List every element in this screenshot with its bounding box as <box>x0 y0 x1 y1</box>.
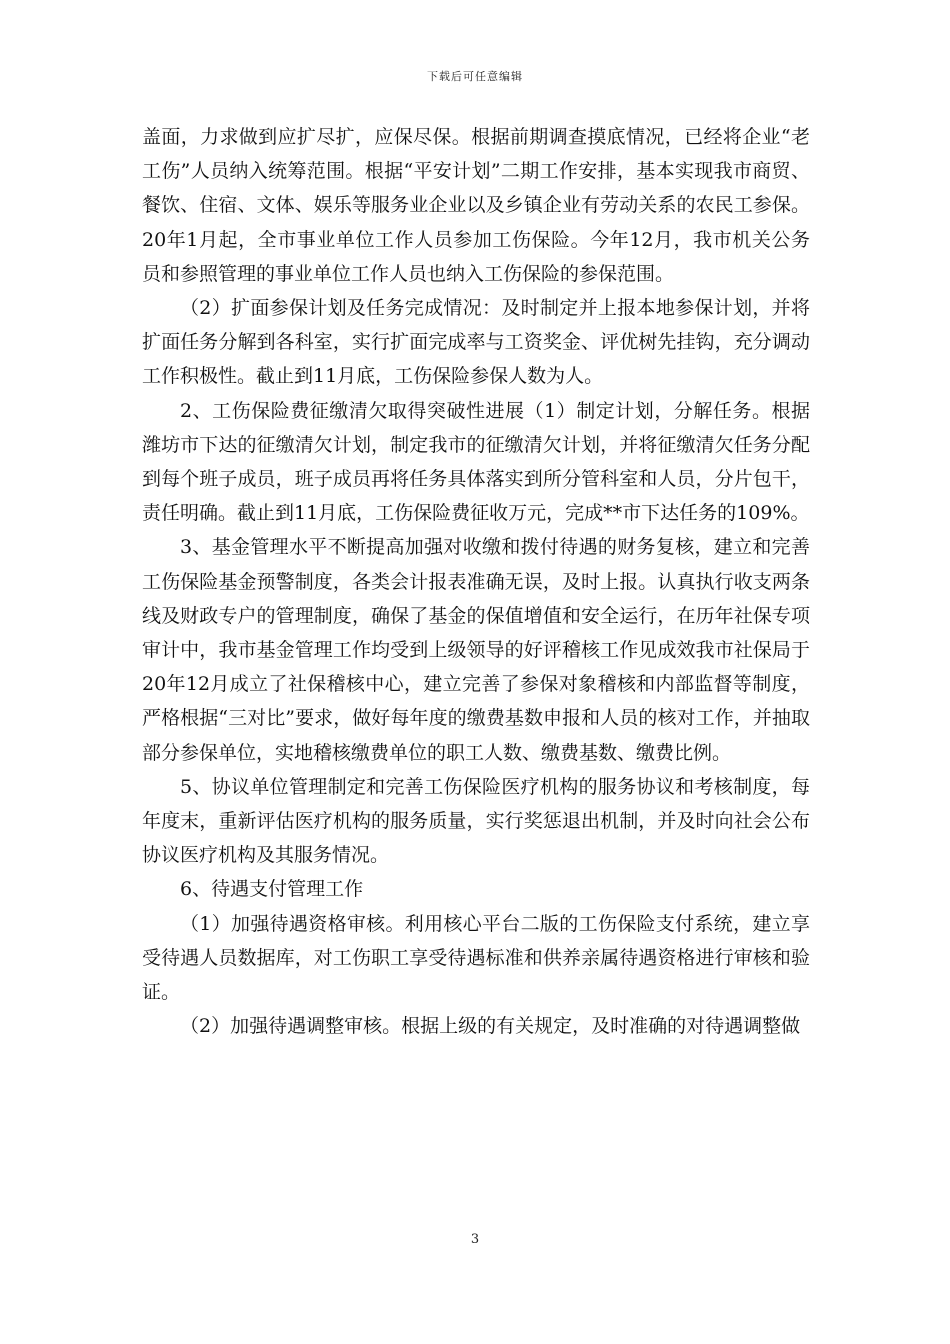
paragraph-benefit-payment-heading: 6、待遇支付管理工作 <box>180 878 364 901</box>
paragraph-qualification-review: （1）加强待遇资格审核。利用核心平台二版的工伤保险支付系统，建立享受待遇人员数据库，对工伤职工享受待遇标准和供养亲属待遇资格进行审核和验证。 <box>142 912 810 1004</box>
page-header: 下载后可任意编辑 <box>427 70 523 83</box>
paragraph-expansion-plan: （2）扩面参保计划及任务完成情况：及时制定并上报本地参保计划，并将扩面任务分解到各科室，实行扩面完成率与工资奖金、评优树先挂钩，充分调动工作积极性。截止到11月底，工伤保险参保人数为人。 <box>142 297 810 388</box>
paragraph-fund-management: 3、基金管理水平不断提高加强对收缴和拨付待遇的财务复核，建立和完善工伤保险基金预警制度，各类会计报表准确无误，及时上报。认真执行收支两条线及财政专户的管理制度，确保了基金的保值增值和安全运行，在历年社保专项审计中，我市基金管理工作均受到上级领导的好评稽核工作见成效我市社保局于20年12月成立了社保稽核中心，建立完善了参保对象稽核和内部监督等制度，严格根据“三对比”要求，做好每年度的缴费基数申报和人员的核对工作，并抽取部分参保单位，实地稽核缴费单位的职工人数、缴费基数、缴费比例。 <box>142 536 810 764</box>
paragraph-coverage: 盖面，力求做到应扩尽扩，应保尽保。根据前期调查摸底情况，已经将企业“老工伤”人员纳入统筹范围。根据“平安计划”二期工作安排，基本实现我市商贸、餐饮、住宿、文体、娱乐等服务业企业以及乡镇企业有劳动关系的农民工参保。20年1月起，全市事业单位工作人员参加工伤保险。今年12月，我市机关公务员和参照管理的事业单位工作人员也纳入工伤保险的参保范围。 <box>142 126 810 285</box>
page-number: 3 <box>470 1232 480 1247</box>
document-body <box>142 120 810 1043</box>
paragraph-adjustment-review: （2）加强待遇调整审核。根据上级的有关规定，及时准确的对待遇调整做 <box>180 1015 801 1038</box>
paragraph-fee-collection: 2、工伤保险费征缴清欠取得突破性进展（1）制定计划，分解任务。根据潍坊市下达的征缴清欠计划，制定我市的征缴清欠计划，并将征缴清欠任务分配到每个班子成员，班子成员再将任务具体落实到所分管科室和人员，分片包干，责任明确。截止到11月底，工伤保险费征收万元，完成**市下达任务的109%。 <box>142 399 810 525</box>
paragraph-agreement-management: 5、协议单位管理制定和完善工伤保险医疗机构的服务协议和考核制度，每年度末，重新评估医疗机构的服务质量，实行奖惩退出机制，并及时向社会公布协议医疗机构及其服务情况。 <box>142 775 810 867</box>
